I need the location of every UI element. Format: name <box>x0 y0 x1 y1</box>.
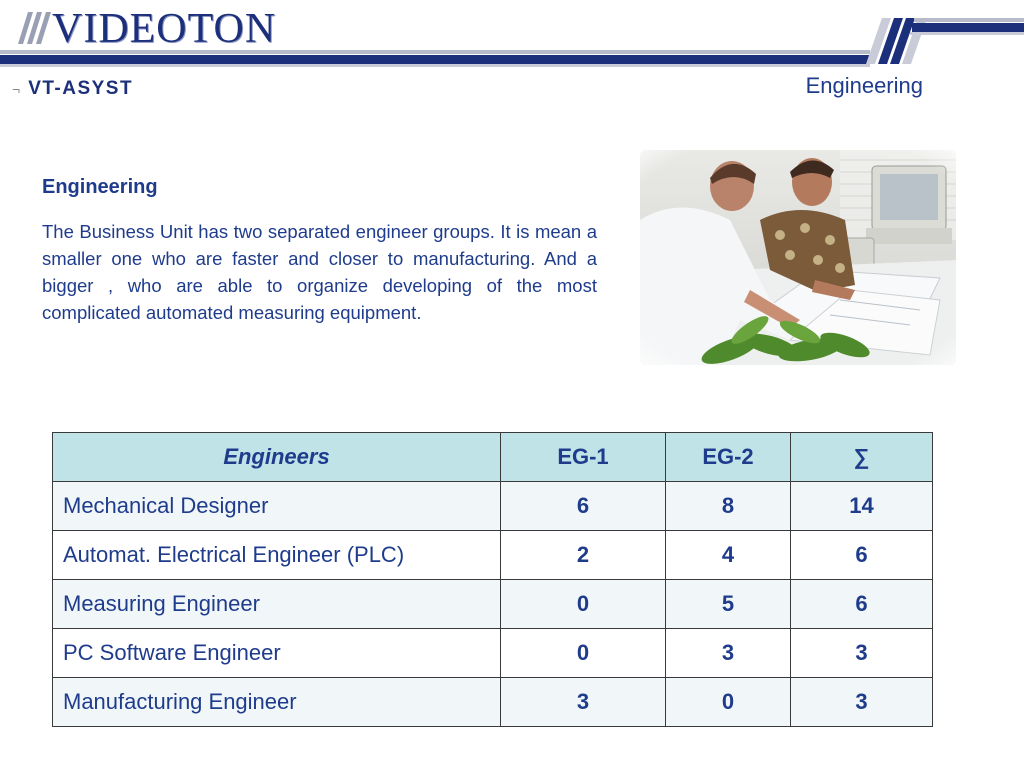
subbrand-label: VT-ASYST <box>28 78 134 99</box>
header-sum: ∑ <box>791 433 933 482</box>
engineers-photo-illustration <box>640 150 956 365</box>
row-eg2: 5 <box>666 580 791 629</box>
intro-title: Engineering <box>42 176 158 198</box>
row-eg2: 4 <box>666 531 791 580</box>
row-eg1: 2 <box>501 531 666 580</box>
row-name: PC Software Engineer <box>53 629 501 678</box>
subbrand <box>12 78 133 100</box>
table-row <box>53 482 933 531</box>
header-eg2: EG-2 <box>666 433 791 482</box>
row-sum: 14 <box>791 482 933 531</box>
row-eg1: 3 <box>501 678 666 727</box>
company-logo: VIDEOTON <box>52 6 277 52</box>
logo-slashes-icon <box>18 12 51 44</box>
header-eg1: EG-1 <box>501 433 666 482</box>
table-header-row <box>53 433 933 482</box>
row-sum: 6 <box>791 580 933 629</box>
row-eg1: 6 <box>501 482 666 531</box>
subbrand-mark: ¬ <box>12 81 21 97</box>
row-sum: 6 <box>791 531 933 580</box>
engineers-table <box>52 432 933 727</box>
row-name: Automat. Electrical Engineer (PLC) <box>53 531 501 580</box>
table-row <box>53 678 933 727</box>
row-name: Measuring Engineer <box>53 580 501 629</box>
row-eg2: 0 <box>666 678 791 727</box>
header-stripes-icon <box>866 18 1024 64</box>
row-name: Mechanical Designer <box>53 482 501 531</box>
table-row <box>53 629 933 678</box>
table-row <box>53 580 933 629</box>
table-row <box>53 531 933 580</box>
row-eg1: 0 <box>501 629 666 678</box>
engineers-photo <box>640 150 956 365</box>
row-sum: 3 <box>791 629 933 678</box>
header-engineers: Engineers <box>53 433 501 482</box>
row-eg2: 8 <box>666 482 791 531</box>
section-title: Engineering <box>805 73 923 98</box>
row-eg2: 3 <box>666 629 791 678</box>
intro-body: The Business Unit has two separated engineer groups. It is mean a smaller one who are faster and closer to manufacturing. And a bigger , who are able to organize developing of the most complicated automated measuring equipment. <box>42 221 597 323</box>
row-name: Manufacturing Engineer <box>53 678 501 727</box>
row-eg1: 0 <box>501 580 666 629</box>
row-sum: 3 <box>791 678 933 727</box>
header <box>0 0 1024 110</box>
